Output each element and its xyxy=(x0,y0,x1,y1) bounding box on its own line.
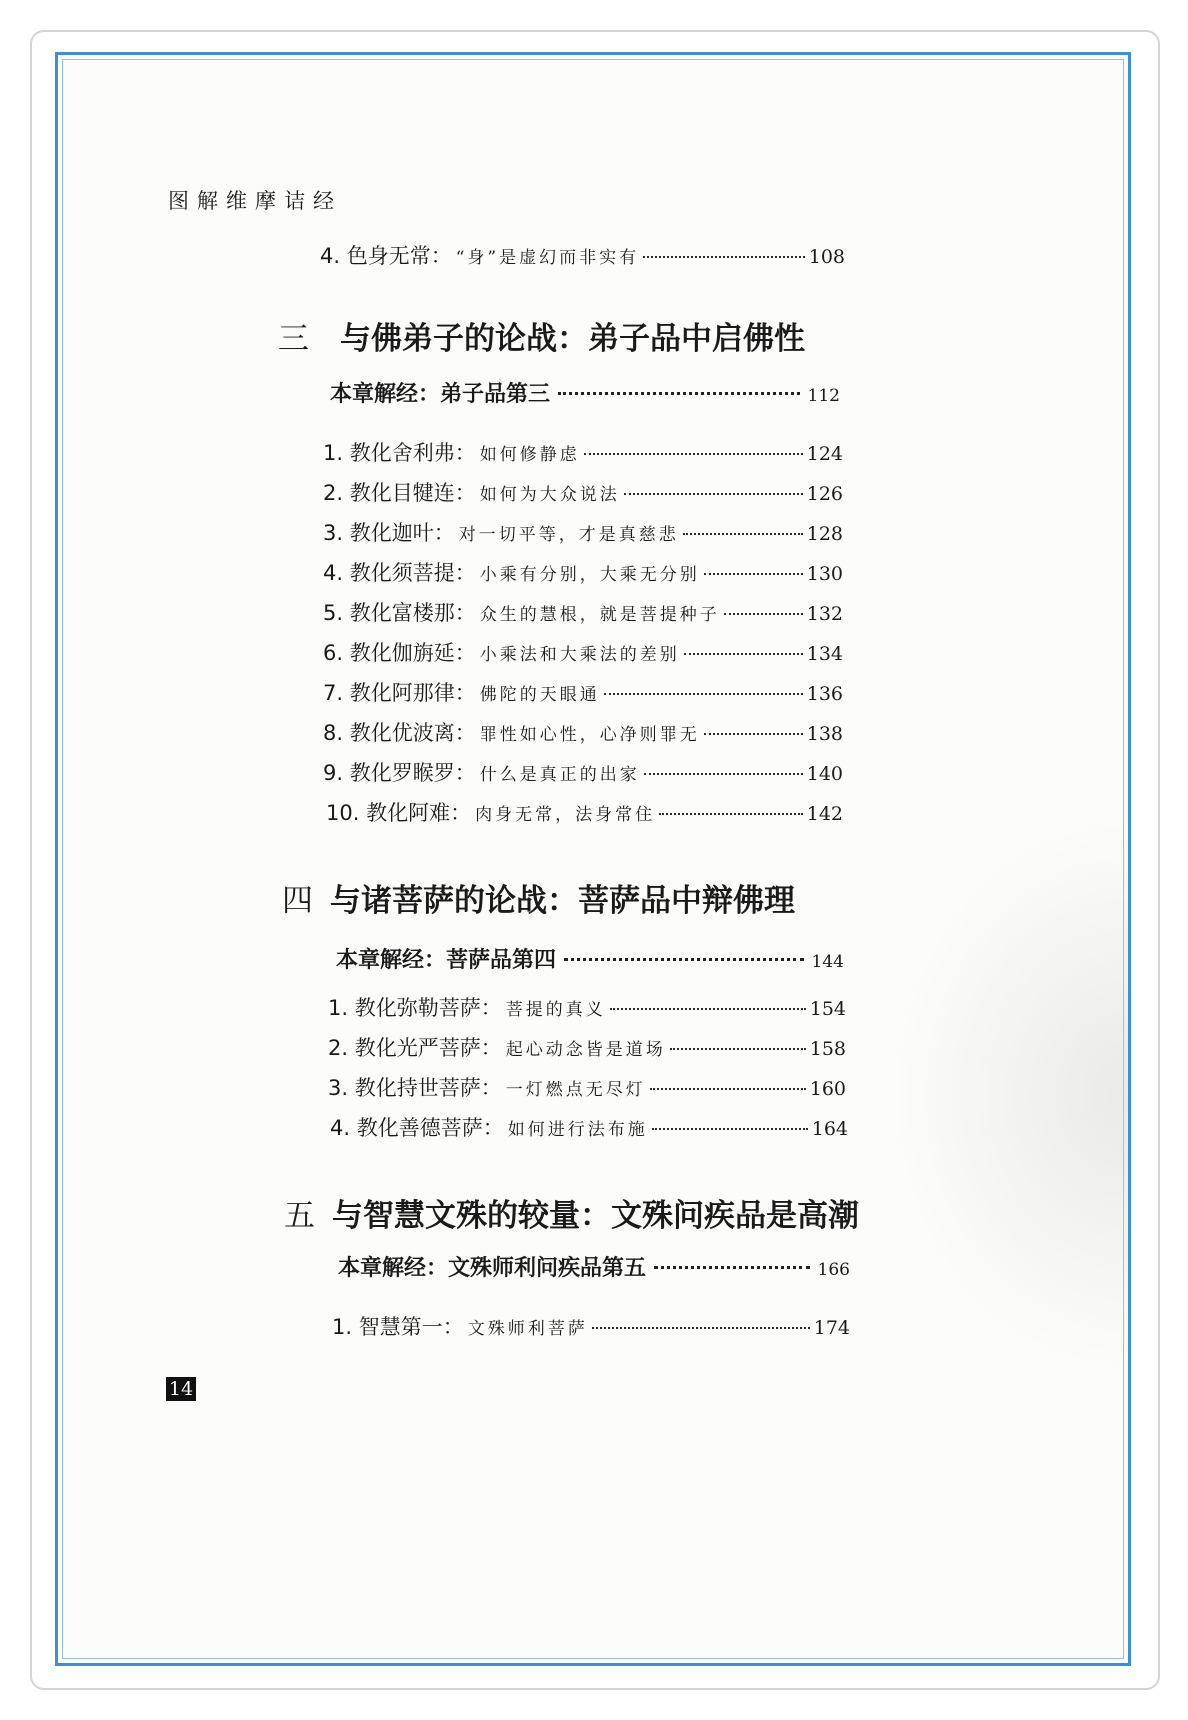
toc-entry[interactable] xyxy=(326,797,843,827)
entry-page: 138 xyxy=(806,723,843,745)
leader-dots xyxy=(643,256,805,258)
entry-lead: 1. 教化舍利弗： xyxy=(323,441,476,465)
entry-page: 132 xyxy=(806,603,843,625)
leader-dots xyxy=(592,1327,810,1329)
entry-lead: 9. 教化罗睺罗： xyxy=(323,761,476,785)
page-shading xyxy=(888,815,1128,1375)
entry-subtitle: 肉身无常，法身常住 xyxy=(475,805,656,825)
entry-page: 154 xyxy=(809,998,846,1020)
entry-page: 140 xyxy=(806,763,843,785)
chapter-intro-label: 本章解经：文殊师利问疾品第五 xyxy=(338,1255,647,1281)
chapter-intro-label: 本章解经：菩萨品第四 xyxy=(336,947,557,973)
entry-lead: 3. 教化迦叶： xyxy=(323,521,455,545)
leader-dots xyxy=(659,813,803,815)
chapter-intro-page: 144 xyxy=(811,952,844,972)
entry-subtitle: 小乘有分别，大乘无分别 xyxy=(479,565,700,585)
chapter-intro-page: 166 xyxy=(817,1260,850,1280)
entry-lead: 4. 教化善德菩萨： xyxy=(330,1116,504,1140)
section-heading[interactable] xyxy=(284,1190,859,1235)
entry-lead: 6. 教化伽旃延： xyxy=(323,641,476,665)
leader-dots xyxy=(558,392,800,395)
book-page xyxy=(55,52,1131,1666)
running-head: 图解维摩诘经 xyxy=(168,189,342,213)
leader-dots xyxy=(564,958,804,961)
entry-lead: 2. 教化目犍连： xyxy=(323,481,476,505)
entry-subtitle: “身”是虚幻而非实有 xyxy=(455,248,640,268)
toc-entry[interactable] xyxy=(323,477,843,507)
leader-dots xyxy=(604,693,803,695)
entry-subtitle: 文殊师利菩萨 xyxy=(467,1319,588,1339)
entry-subtitle: 一灯燃点无尽灯 xyxy=(505,1080,646,1100)
chapter-intro-label: 本章解经：弟子品第三 xyxy=(330,381,551,407)
entry-page: 124 xyxy=(806,443,843,465)
toc-entry[interactable] xyxy=(323,437,843,467)
entry-page: 174 xyxy=(813,1317,850,1339)
entry-subtitle: 如何进行法布施 xyxy=(507,1120,648,1140)
entry-subtitle: 什么是真正的出家 xyxy=(479,765,640,785)
entry-lead: 1. 智慧第一： xyxy=(332,1315,464,1339)
entry-page: 158 xyxy=(809,1038,846,1060)
section-number: 三 xyxy=(278,321,309,357)
leader-dots xyxy=(644,773,803,775)
leader-dots xyxy=(684,653,803,655)
toc-entry[interactable] xyxy=(328,1072,846,1102)
section-heading[interactable] xyxy=(282,875,795,920)
entry-subtitle: 小乘法和大乘法的差别 xyxy=(479,645,680,665)
entry-lead: 3. 教化持世菩萨： xyxy=(328,1076,502,1100)
chapter-intro[interactable] xyxy=(336,943,844,974)
leader-dots xyxy=(650,1088,806,1090)
section-number: 四 xyxy=(282,883,313,919)
leader-dots xyxy=(610,1008,806,1010)
section-title: 与佛弟子的论战：弟子品中启佛性 xyxy=(340,321,805,357)
entry-lead: 10. 教化阿难： xyxy=(326,801,472,825)
chapter-intro[interactable] xyxy=(338,1251,850,1282)
entry-page: 108 xyxy=(808,246,845,268)
entry-subtitle: 众生的慧根，就是菩提种子 xyxy=(479,605,720,625)
leader-dots xyxy=(704,733,803,735)
entry-subtitle: 起心动念皆是道场 xyxy=(505,1040,666,1060)
toc-entry[interactable] xyxy=(323,717,843,747)
toc-entry[interactable] xyxy=(328,1032,846,1062)
section-title: 与智慧文殊的较量：文殊问疾品是高潮 xyxy=(332,1198,859,1234)
entry-lead: 4. 教化须菩提： xyxy=(323,561,476,585)
entry-page: 136 xyxy=(806,683,843,705)
leader-dots xyxy=(704,573,803,575)
entry-lead: 2. 教化光严菩萨： xyxy=(328,1036,502,1060)
entry-page: 160 xyxy=(809,1078,846,1100)
leader-dots xyxy=(670,1048,806,1050)
toc-entry[interactable] xyxy=(323,597,843,627)
section-heading[interactable] xyxy=(278,313,805,358)
leader-dots xyxy=(584,453,803,455)
entry-lead: 8. 教化优波离： xyxy=(323,721,476,745)
entry-page: 126 xyxy=(806,483,843,505)
entry-subtitle: 对一切平等，才是真慈悲 xyxy=(458,525,679,545)
toc-entry[interactable] xyxy=(323,637,843,667)
leader-dots xyxy=(683,533,803,535)
entry-lead: 4. 色身无常： xyxy=(320,244,452,268)
entry-page: 130 xyxy=(806,563,843,585)
entry-page: 128 xyxy=(806,523,843,545)
entry-page: 142 xyxy=(806,803,843,825)
toc-entry[interactable] xyxy=(332,1311,850,1341)
leader-dots xyxy=(624,493,803,495)
entry-page: 134 xyxy=(806,643,843,665)
entry-lead: 5. 教化富楼那： xyxy=(323,601,476,625)
section-number: 五 xyxy=(284,1198,315,1234)
entry-subtitle: 菩提的真义 xyxy=(505,1000,606,1020)
toc-entry[interactable] xyxy=(323,557,843,587)
leader-dots xyxy=(652,1128,808,1130)
entry-subtitle: 佛陀的天眼通 xyxy=(479,685,600,705)
leader-dots xyxy=(724,613,803,615)
chapter-intro-page: 112 xyxy=(807,386,840,406)
toc-entry[interactable] xyxy=(320,240,845,270)
section-title: 与诸菩萨的论战：菩萨品中辩佛理 xyxy=(330,883,795,919)
toc-entry[interactable] xyxy=(328,992,846,1022)
toc-entry[interactable] xyxy=(323,517,843,547)
toc-entry[interactable] xyxy=(330,1112,848,1142)
entry-page: 164 xyxy=(811,1118,848,1140)
entry-lead: 7. 教化阿那律： xyxy=(323,681,476,705)
chapter-intro[interactable] xyxy=(330,377,840,408)
entry-lead: 1. 教化弥勒菩萨： xyxy=(328,996,502,1020)
entry-subtitle: 罪性如心性，心净则罪无 xyxy=(479,725,700,745)
toc-entry[interactable] xyxy=(323,757,843,787)
page-number: 14 xyxy=(166,1377,196,1401)
entry-subtitle: 如何修静虑 xyxy=(479,445,580,465)
entry-subtitle: 如何为大众说法 xyxy=(479,485,620,505)
toc-entry[interactable] xyxy=(323,677,843,707)
leader-dots xyxy=(654,1266,810,1269)
